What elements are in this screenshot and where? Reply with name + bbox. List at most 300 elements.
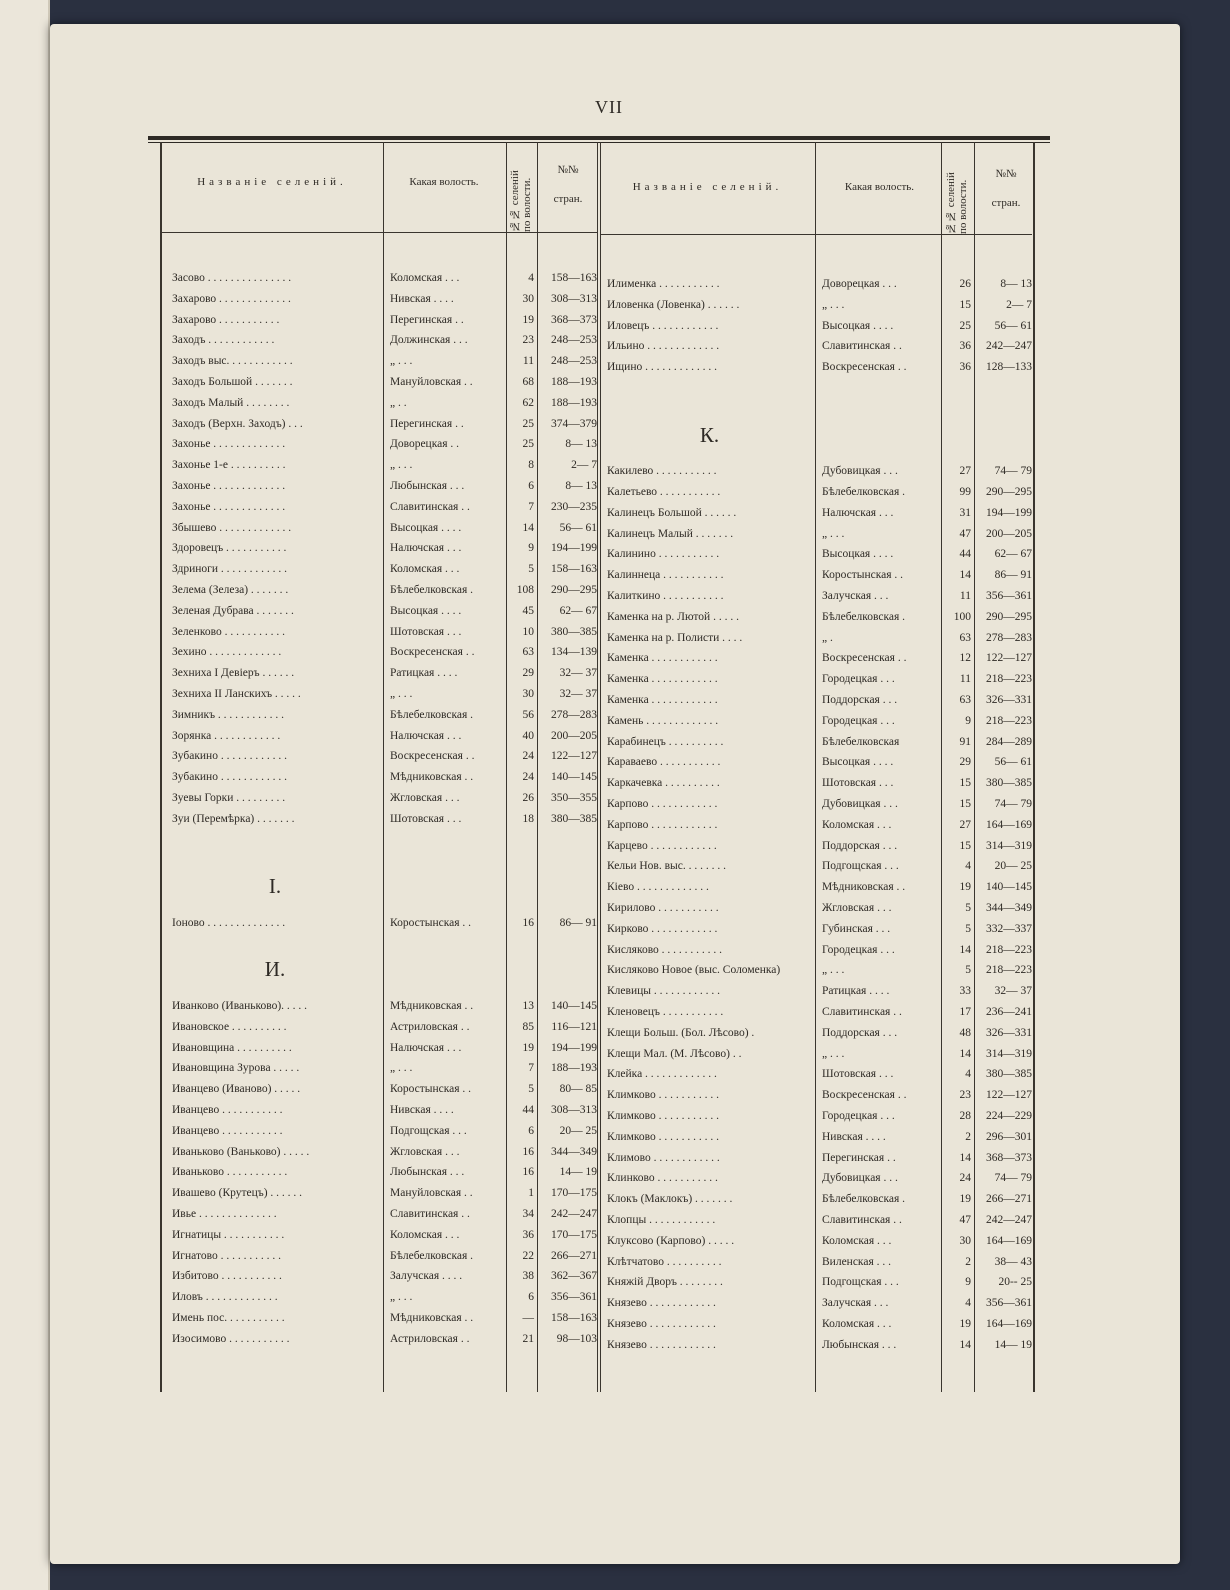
- settlement-name: Захонье . . . . . . . . . . . . .: [172, 438, 286, 451]
- left-header-name: Названіе селеній.: [197, 176, 347, 188]
- settlement-number: 36: [959, 361, 971, 374]
- settlement-number: 15: [959, 798, 971, 810]
- settlement-name: Илименка . . . . . . . . . . .: [607, 278, 720, 290]
- table-row: [0, 836, 1230, 856]
- page-range: 200—205: [551, 729, 597, 742]
- settlement-number: 6: [528, 1291, 534, 1304]
- table-row: [0, 960, 1230, 980]
- volost-name: Любынская . . .: [390, 1166, 465, 1179]
- right-header-pages-line2: стран.: [991, 197, 1021, 209]
- table-row: [0, 565, 1230, 585]
- page-range: 86— 91: [994, 569, 1032, 582]
- settlement-name: Каменка . . . . . . . . . . . .: [607, 673, 718, 686]
- volost-name: Бѣлебелковская .: [822, 1193, 906, 1206]
- table-row: [0, 393, 1230, 413]
- top-rule-thin: [148, 142, 1050, 143]
- page-range: 140—145: [551, 771, 597, 784]
- section-letter: И.: [264, 957, 286, 982]
- volost-name: Воскресенская . .: [390, 750, 475, 763]
- settlement-name: Захарово . . . . . . . . . . .: [172, 313, 280, 326]
- volost-name: Дубовицкая . . .: [822, 465, 898, 478]
- volost-name: Астриловская . .: [390, 1332, 470, 1345]
- volost-name: Должинская . . .: [390, 334, 468, 347]
- volost-name: Славитинская . .: [822, 340, 902, 353]
- volost-name: Доворецкая . .: [390, 438, 460, 451]
- volost-name: Шотовская . . .: [390, 812, 462, 825]
- settlement-name: Иваньково (Ваньково) . . . . .: [172, 1145, 310, 1158]
- settlement-name: Захонье . . . . . . . . . . . . .: [172, 480, 286, 492]
- settlement-number: 2: [965, 1255, 971, 1268]
- volost-name: Налючская . . .: [822, 506, 894, 519]
- page-range: 314—319: [986, 1047, 1032, 1060]
- page-range: 308—313: [551, 292, 597, 305]
- settlement-number: 25: [959, 319, 971, 332]
- page-range: 290—295: [551, 584, 597, 596]
- table-row: [0, 503, 1230, 523]
- page-range: 374—379: [551, 417, 597, 430]
- volost-name: Нивская . . . .: [390, 292, 454, 305]
- settlement-number: 23: [959, 1089, 971, 1102]
- settlement-number: 47: [959, 1214, 971, 1226]
- settlement-number: 21: [522, 1332, 534, 1345]
- settlement-name: Зехино . . . . . . . . . . . . .: [172, 646, 282, 659]
- volost-name: Любынская . . .: [390, 480, 465, 492]
- settlement-number: 108: [516, 584, 534, 596]
- settlement-name: Князево . . . . . . . . . . . .: [607, 1338, 716, 1351]
- settlement-number: 9: [965, 1276, 971, 1289]
- settlement-number: 19: [959, 1318, 971, 1330]
- settlement-name: Зеленая Дубрава . . . . . . .: [172, 604, 294, 617]
- page-range: 218—223: [986, 673, 1032, 686]
- settlement-number: 5: [965, 902, 971, 914]
- volost-name: Мануйловская . .: [390, 376, 473, 388]
- volost-name: Воскресенская . .: [822, 361, 907, 374]
- settlement-name: Каменка . . . . . . . . . . . .: [607, 694, 718, 706]
- settlement-name: Какилево . . . . . . . . . . .: [607, 465, 717, 478]
- settlement-number: 48: [959, 1026, 971, 1039]
- settlement-number: 44: [959, 548, 971, 561]
- settlement-name: Князево . . . . . . . . . . . .: [607, 1297, 716, 1310]
- page-range: 8— 13: [1000, 278, 1032, 290]
- settlement-number: 27: [959, 818, 971, 831]
- left-header-volost: Какая волость.: [409, 176, 479, 188]
- page-range: 188—193: [551, 1062, 597, 1075]
- volost-name: Бѣлебелковская: [822, 735, 900, 748]
- settlement-name: Камень . . . . . . . . . . . . .: [607, 714, 719, 727]
- settlement-number: 33: [959, 985, 971, 998]
- volost-name: Залучская . . .: [822, 1297, 889, 1310]
- page-range: 164—169: [986, 1318, 1032, 1330]
- volost-name: Славитинская . .: [390, 500, 470, 513]
- settlement-name: Клейка . . . . . . . . . . . . .: [607, 1068, 717, 1081]
- settlement-name: Иловъ . . . . . . . . . . . . .: [172, 1291, 278, 1304]
- settlement-name: Каменка на р. Полисти . . . .: [607, 631, 743, 644]
- settlement-number: 99: [959, 486, 971, 498]
- settlement-name: Заходъ Большой . . . . . . .: [172, 376, 293, 388]
- volost-name: Шотовская . . .: [390, 625, 462, 638]
- left-header-num-line1: №№ селеній: [509, 170, 521, 232]
- settlement-number: 63: [522, 646, 534, 659]
- volost-name: Налючская . . .: [390, 542, 462, 555]
- settlement-number: 45: [522, 604, 534, 617]
- settlement-number: 27: [959, 465, 971, 478]
- volost-name: Налючская . . .: [390, 729, 462, 742]
- page-range: 266—271: [551, 1249, 597, 1262]
- settlement-number: 11: [959, 590, 971, 602]
- table-row: [0, 856, 1230, 876]
- settlement-name: Князево . . . . . . . . . . . .: [607, 1318, 716, 1330]
- settlement-name: Заходъ выс. . . . . . . . . . . .: [172, 355, 293, 368]
- settlement-name: Каменка на р. Лютой . . . . .: [607, 610, 739, 623]
- settlement-number: 9: [965, 714, 971, 727]
- settlement-number: 11: [959, 673, 971, 686]
- settlement-number: 6: [528, 480, 534, 492]
- table-row: [0, 648, 1230, 668]
- right-header-pages-line1: №№: [995, 168, 1017, 180]
- volost-name: Мѣдниковская . .: [822, 881, 906, 894]
- table-row: [0, 877, 1230, 897]
- settlement-name: Карпово . . . . . . . . . . . .: [607, 818, 718, 831]
- settlement-number: 16: [522, 916, 534, 929]
- settlement-number: 24: [522, 771, 534, 784]
- settlement-name: Иловецъ . . . . . . . . . . . .: [607, 319, 719, 332]
- settlement-name: Иванцево . . . . . . . . . . .: [172, 1104, 283, 1116]
- volost-name: „ . . .: [390, 688, 413, 700]
- settlement-name: Клопцы . . . . . . . . . . . .: [607, 1214, 716, 1226]
- settlement-number: 19: [959, 881, 971, 894]
- settlement-name: Калиткино . . . . . . . . . . .: [607, 590, 724, 602]
- table-row: [0, 1168, 1230, 1188]
- page-range: 248—253: [551, 334, 597, 347]
- volost-name: Ратицкая . . . .: [822, 985, 890, 998]
- page-range: 98—103: [556, 1332, 597, 1345]
- page-range: 158—163: [551, 272, 597, 284]
- settlement-name: Карцево . . . . . . . . . . . .: [607, 839, 717, 852]
- settlement-number: 25: [522, 417, 534, 430]
- page-range: 356—361: [986, 1297, 1032, 1310]
- volost-name: Перегинская . .: [390, 313, 464, 326]
- settlement-name: Клѣтчатово . . . . . . . . . .: [607, 1255, 722, 1268]
- settlement-name: Клещи Больш. (Бол. Лѣсово) .: [607, 1026, 755, 1039]
- page-range: 62— 67: [994, 548, 1032, 561]
- volost-name: Подгощская . . .: [822, 860, 899, 873]
- page-range: 86— 91: [559, 916, 597, 929]
- page-range: 122—127: [986, 652, 1032, 665]
- table-row: [0, 1064, 1230, 1084]
- settlement-number: 31: [959, 506, 971, 519]
- settlement-number: 18: [522, 812, 534, 825]
- page-range: 122—127: [551, 750, 597, 763]
- volost-name: Бѣлебелковская .: [822, 610, 906, 623]
- volost-name: Ратицкая . . . .: [390, 667, 458, 680]
- volost-name: Коростынская . .: [390, 1083, 472, 1096]
- settlement-number: 56: [522, 708, 534, 721]
- settlement-number: 4: [965, 1068, 971, 1081]
- volost-name: Мѣдниковская . .: [390, 1000, 474, 1012]
- settlement-name: Заходъ Малый . . . . . . . .: [172, 396, 290, 409]
- settlement-name: Заходъ . . . . . . . . . . . .: [172, 334, 275, 347]
- settlement-number: 62: [522, 396, 534, 409]
- right-header-rule: [600, 234, 1032, 235]
- table-row: [0, 316, 1230, 336]
- settlement-number: 23: [522, 334, 534, 347]
- table-row: [0, 1189, 1230, 1209]
- page-range: 32— 37: [994, 985, 1032, 998]
- table-row: [0, 1023, 1230, 1043]
- settlement-number: 2: [965, 1130, 971, 1143]
- volost-name: Воскресенская . .: [822, 1089, 907, 1102]
- settlement-name: Калинецъ Малый . . . . . . .: [607, 527, 734, 540]
- settlement-name: Зубакино . . . . . . . . . . . .: [172, 771, 287, 784]
- table-row: [0, 544, 1230, 564]
- page-range: 158—163: [551, 1312, 597, 1324]
- settlement-number: 85: [522, 1020, 534, 1033]
- left-header-pages-line1: №№: [557, 164, 579, 176]
- table-row: [0, 1085, 1230, 1105]
- volost-name: Городецкая . . .: [822, 714, 895, 727]
- left-header-pages-line2: стран.: [553, 193, 583, 205]
- settlement-number: 6: [528, 1124, 534, 1137]
- settlement-number: 7: [528, 1062, 534, 1075]
- settlement-name: Климово . . . . . . . . . . . .: [607, 1151, 720, 1164]
- settlement-number: 19: [522, 1041, 534, 1054]
- volost-name: Залучская . . .: [822, 590, 889, 602]
- settlement-number: 16: [522, 1166, 534, 1179]
- settlement-number: 26: [959, 278, 971, 290]
- page-range: 20— 25: [559, 1124, 597, 1137]
- page-range: 122—127: [986, 1089, 1032, 1102]
- page-range: 194—199: [551, 1041, 597, 1054]
- page-range: 32— 37: [559, 688, 597, 700]
- volost-name: Воскресенская . .: [822, 652, 907, 665]
- settlement-number: 14: [959, 1151, 971, 1164]
- page-range: 20-- 25: [998, 1276, 1032, 1289]
- page-range: 170—175: [551, 1187, 597, 1200]
- settlement-name: Калиннеца . . . . . . . . . . .: [607, 569, 724, 582]
- settlement-name: Кіево . . . . . . . . . . . . .: [607, 881, 709, 894]
- table-row: [0, 752, 1230, 772]
- settlement-name: Кирилово . . . . . . . . . . .: [607, 902, 719, 914]
- settlement-number: 24: [959, 1172, 971, 1185]
- settlement-number: 68: [522, 376, 534, 388]
- settlement-name: Имень пос. . . . . . . . . . .: [172, 1312, 285, 1324]
- volost-name: „ . . .: [390, 355, 413, 368]
- settlement-number: 4: [965, 860, 971, 873]
- table-row: [0, 711, 1230, 731]
- settlement-name: Кленовецъ . . . . . . . . . . .: [607, 1006, 724, 1018]
- volost-name: Доворецкая . . .: [822, 278, 897, 290]
- settlement-number: 30: [959, 1234, 971, 1247]
- volost-name: Жгловская . . .: [390, 1145, 460, 1158]
- page-range: 332—337: [986, 922, 1032, 935]
- settlement-name: Иловенка (Ловенка) . . . . . .: [607, 298, 740, 311]
- settlement-number: 36: [522, 1228, 534, 1241]
- settlement-number: 16: [522, 1145, 534, 1158]
- settlement-number: 7: [528, 500, 534, 513]
- volost-name: Губинская . . .: [822, 922, 891, 935]
- volost-name: Налючская . . .: [390, 1041, 462, 1054]
- volost-name: Жгловская . . .: [822, 902, 892, 914]
- volost-name: „ . . .: [822, 298, 845, 311]
- volost-name: Славитинская . .: [822, 1006, 902, 1018]
- volost-name: Нивская . . . .: [822, 1130, 886, 1143]
- settlement-name: Збышево . . . . . . . . . . . . .: [172, 521, 292, 534]
- settlement-name: Кисляково . . . . . . . . . . .: [607, 943, 723, 956]
- page-range: 236—241: [986, 1006, 1032, 1018]
- page-range: 188—193: [551, 396, 597, 409]
- page-range: 362—367: [551, 1270, 597, 1283]
- settlement-name: Клуксово (Карпово) . . . . .: [607, 1234, 735, 1247]
- table-row: [0, 1231, 1230, 1251]
- table-row: [0, 295, 1230, 315]
- table-row: [0, 336, 1230, 356]
- volost-name: „ . . .: [822, 527, 845, 540]
- page-range: 38— 43: [994, 1255, 1032, 1268]
- volost-name: Перегинская . .: [390, 417, 464, 430]
- table-row: [0, 524, 1230, 544]
- page-range: 278—283: [986, 631, 1032, 644]
- settlement-number: 44: [522, 1104, 534, 1116]
- settlement-name: Караваево . . . . . . . . . . .: [607, 756, 721, 769]
- settlement-name: Заходъ (Верхн. Заходъ) . . .: [172, 417, 303, 430]
- volost-name: Бѣлебелковская .: [390, 584, 474, 596]
- volost-name: Коломская . . .: [390, 272, 460, 284]
- volost-name: Мѣдниковская . .: [390, 771, 474, 784]
- table-row: [0, 898, 1230, 918]
- section-letter: К.: [699, 422, 720, 447]
- right-header-num-line2: по волости.: [957, 179, 969, 234]
- settlement-number: —: [522, 1312, 534, 1324]
- settlement-name: Здриноги . . . . . . . . . . . .: [172, 563, 288, 576]
- table-row: [0, 1252, 1230, 1272]
- volost-name: Высоцкая . . . .: [390, 604, 462, 617]
- page-range: 164—169: [986, 1234, 1032, 1247]
- settlement-name: Каркачевка . . . . . . . . . .: [607, 777, 720, 790]
- volost-name: Коростынская . .: [822, 569, 904, 582]
- volost-name: Городецкая . . .: [822, 673, 895, 686]
- settlement-number: 36: [959, 340, 971, 353]
- page-range: 56— 61: [994, 756, 1032, 769]
- table-row: [0, 794, 1230, 814]
- page-range: 326—331: [986, 1026, 1032, 1039]
- table-row: [0, 482, 1230, 502]
- volost-name: Поддорская . . .: [822, 839, 898, 852]
- settlement-number: 5: [965, 922, 971, 935]
- page-range: 230—235: [551, 500, 597, 513]
- settlement-name: Изосимово . . . . . . . . . . .: [172, 1332, 290, 1345]
- page-range: 380—385: [986, 1068, 1032, 1081]
- settlement-name: Засово . . . . . . . . . . . . . . .: [172, 272, 292, 284]
- table-row: [0, 1335, 1230, 1355]
- table-row: [0, 1293, 1230, 1313]
- settlement-number: 9: [528, 542, 534, 555]
- settlement-number: 100: [953, 610, 971, 623]
- page-range: 218—223: [986, 964, 1032, 977]
- page-range: 290—295: [986, 486, 1032, 498]
- page-range: 242—247: [986, 1214, 1032, 1226]
- page-range: 8— 13: [565, 480, 597, 492]
- page-range: 290—295: [986, 610, 1032, 623]
- volost-name: Коломская . . .: [822, 1234, 892, 1247]
- table-row: [0, 1002, 1230, 1022]
- volost-name: Бѣлебелковская .: [390, 708, 474, 721]
- volost-name: Воскресенская . .: [390, 646, 475, 659]
- settlement-number: 34: [522, 1208, 534, 1220]
- table-row: [0, 1106, 1230, 1126]
- volost-name: „ . . .: [390, 1291, 413, 1304]
- volost-name: Дубовицкая . . .: [822, 1172, 898, 1185]
- table-row: [0, 919, 1230, 939]
- settlement-number: 14: [959, 1047, 971, 1060]
- volost-name: Высоцкая . . . .: [390, 521, 462, 534]
- left-header-num-line2: по волости.: [521, 177, 533, 232]
- settlement-number: 25: [522, 438, 534, 451]
- settlement-number: 5: [965, 964, 971, 977]
- settlement-name: Ивановское . . . . . . . . . .: [172, 1020, 287, 1033]
- settlement-number: 4: [965, 1297, 971, 1310]
- settlement-number: 28: [959, 1110, 971, 1122]
- table-row: [0, 1210, 1230, 1230]
- settlement-number: 12: [959, 652, 971, 665]
- page-range: 134—139: [551, 646, 597, 659]
- volost-name: „ . . .: [822, 964, 845, 977]
- settlement-name: Иванково (Иваньково). . . . .: [172, 1000, 308, 1012]
- page-range: 74— 79: [994, 1172, 1032, 1185]
- page-range: 188—193: [551, 376, 597, 388]
- settlement-name: Ивашево (Крутецъ) . . . . . .: [172, 1187, 303, 1200]
- settlement-name: Калетьево . . . . . . . . . . .: [607, 486, 721, 498]
- volost-name: Подгощская . . .: [822, 1276, 899, 1289]
- page-range: 158—163: [551, 563, 597, 576]
- settlement-number: 47: [959, 527, 971, 540]
- volost-name: Высоцкая . . . .: [822, 319, 894, 332]
- settlement-number: 22: [522, 1249, 534, 1262]
- settlement-name: Кисляково Новое (выс. Соломенка): [607, 964, 781, 977]
- settlement-number: 63: [959, 631, 971, 644]
- table-row: [0, 1044, 1230, 1064]
- settlement-name: Захарово . . . . . . . . . . . . .: [172, 292, 291, 305]
- page-range: 116—121: [551, 1020, 597, 1033]
- table-row: [0, 461, 1230, 481]
- volost-name: Славитинская . .: [390, 1208, 470, 1220]
- settlement-number: 19: [522, 313, 534, 326]
- volost-name: Городецкая . . .: [822, 1110, 895, 1122]
- table-row: [0, 1272, 1230, 1292]
- page-range: 326—331: [986, 694, 1032, 706]
- table-row: [0, 773, 1230, 793]
- volost-name: Шотовская . . .: [822, 1068, 894, 1081]
- settlement-name: Захонье . . . . . . . . . . . . .: [172, 500, 286, 513]
- settlement-name: Кирково . . . . . . . . . . . .: [607, 922, 718, 935]
- page-range: 278—283: [551, 708, 597, 721]
- table-row: [0, 1127, 1230, 1147]
- table-row: [0, 940, 1230, 960]
- page-range: 140—145: [986, 881, 1032, 894]
- settlement-name: Клевицы . . . . . . . . . . . .: [607, 985, 720, 998]
- volost-name: „ . . .: [390, 1062, 413, 1075]
- page-range: 74— 79: [994, 465, 1032, 478]
- settlement-name: Зимникъ . . . . . . . . . . . .: [172, 708, 285, 721]
- page-range: 350—355: [551, 792, 597, 804]
- settlement-name: Зеленково . . . . . . . . . . .: [172, 625, 285, 638]
- page-range: 194—199: [551, 542, 597, 555]
- volost-name: Славитинская . .: [822, 1214, 902, 1226]
- settlement-number: 15: [959, 298, 971, 311]
- page-range: 368—373: [986, 1151, 1032, 1164]
- page-range: 218—223: [986, 943, 1032, 956]
- page-number: VII: [595, 97, 623, 117]
- page-range: 296—301: [986, 1130, 1032, 1143]
